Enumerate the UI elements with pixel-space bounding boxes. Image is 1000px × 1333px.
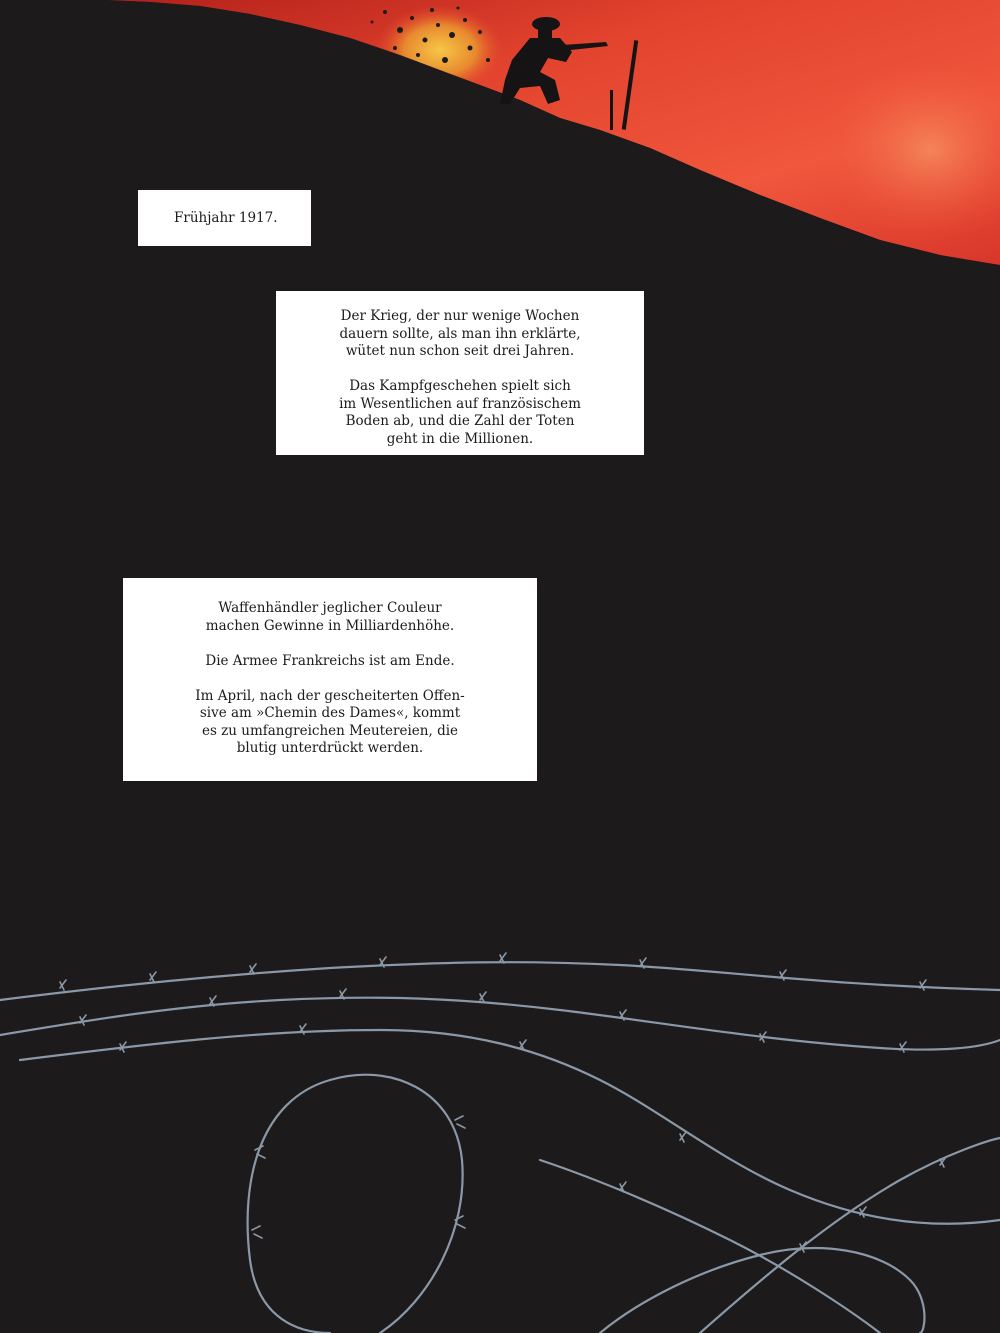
caption-line: Das Kampfgeschehen spielt sich	[349, 378, 571, 394]
caption-line: machen Gewinne in Milliardenhöhe.	[205, 617, 455, 634]
caption-date-text: Frühjahr 1917.	[174, 210, 278, 226]
caption-line: es zu umfangreichen Meutereien, die	[201, 722, 459, 739]
caption-line: wütet nun schon seit drei Jahren.	[345, 343, 575, 359]
caption-line: sive am »Chemin des Dames«, kommt	[199, 705, 461, 721]
caption-situation-paragraph-1	[123, 600, 537, 635]
caption-war-intro-paragraph-2	[276, 378, 644, 448]
caption-situation-paragraph-2	[123, 653, 537, 671]
caption-line: geht in die Millionen.	[386, 430, 534, 447]
caption-line: dauern sollte, als man ihn erklärte,	[339, 325, 581, 342]
caption-line: im Wesentlichen auf französischem	[339, 395, 581, 412]
caption-situation-paragraph-3	[123, 688, 537, 758]
caption-war-intro	[276, 291, 644, 455]
caption-date	[138, 190, 311, 246]
caption-line: blutig unterdrückt werden.	[236, 740, 424, 756]
caption-line: Der Krieg, der nur wenige Wochen	[340, 308, 580, 324]
caption-line: Boden ab, und die Zahl der Toten	[345, 413, 575, 429]
caption-situation	[123, 578, 537, 781]
caption-line: Waffenhändler jeglicher Couleur	[218, 600, 442, 616]
caption-line: Im April, nach der gescheiterten Offen-	[195, 687, 465, 704]
caption-line: Die Armee Frankreichs ist am Ende.	[205, 652, 455, 669]
caption-war-intro-paragraph-1	[276, 308, 644, 361]
